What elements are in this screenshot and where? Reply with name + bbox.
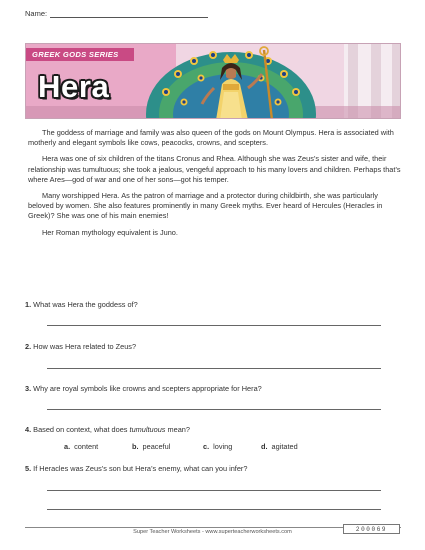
answer-line-2[interactable] xyxy=(47,368,381,369)
question-number: 4. xyxy=(25,425,32,434)
question-5 xyxy=(25,464,247,473)
reading-passage xyxy=(25,128,401,244)
name-label: Name: xyxy=(25,9,48,18)
question-text: How was Hera related to Zeus? xyxy=(33,342,137,351)
choice-c[interactable]: c. loving xyxy=(203,442,233,451)
answer-line-1[interactable] xyxy=(47,325,381,326)
passage-paragraph-2: Hera was one of six children of the titans Cronus and Rhea. Although she was Zeus’s sister and wife, their relationship was tumultuous; she took a jealous, vengeful approach to his many lovers and children. Perhaps that’s where Ares—god of war and one of her sons—got his temper. xyxy=(28,154,401,184)
question-text-end: mean? xyxy=(165,425,190,434)
series-label: GREEK GODS SERIES xyxy=(32,50,119,59)
passage-paragraph-3: Many worshipped Hera. As the patron of marriage and a protector during childbirth, she was particularly beloved by women. She also features prominently in many Greek myths. Ever heard of Hercules (Heracles in Greek)? She was one of his main enemies! xyxy=(28,191,383,221)
question-number: 1. xyxy=(25,300,32,309)
passage-paragraph-4: Her Roman mythology equivalent is Juno. xyxy=(42,227,178,237)
name-write-line[interactable] xyxy=(50,10,208,18)
question-text: If Heracles was Zeus’s son but Hera’s enemy, what can you infer? xyxy=(33,464,248,473)
answer-line-5a[interactable] xyxy=(47,490,381,491)
answer-choices xyxy=(64,442,298,451)
series-ribbon xyxy=(26,48,134,61)
question-text: What was Hera the goddess of? xyxy=(33,300,138,309)
name-field xyxy=(25,9,208,18)
page-title: Hera xyxy=(38,69,110,104)
question-number: 2. xyxy=(25,342,32,351)
question-3 xyxy=(25,384,262,393)
question-1 xyxy=(25,300,138,309)
title-banner xyxy=(25,43,401,119)
question-number: 5. xyxy=(25,464,32,473)
question-2 xyxy=(25,342,136,351)
answer-line-5b[interactable] xyxy=(47,509,381,510)
question-4 xyxy=(25,425,190,434)
passage-paragraph-1: The goddess of marriage and family was also queen of the gods on Mount Olympus. Hera is associated with motherly and elegant symbols like cows, peacocks, crowns, and scepters. xyxy=(28,128,394,148)
worksheet-code: 200069 xyxy=(343,524,400,534)
choice-a[interactable]: a. content xyxy=(64,442,99,451)
vocab-word: tumultuous xyxy=(129,425,166,434)
footer-credit: Super Teacher Worksheets - www.superteacherworksheets.com xyxy=(133,529,292,535)
answer-line-3[interactable] xyxy=(47,409,381,410)
choice-d[interactable]: d. agitated xyxy=(261,442,298,451)
question-number: 3. xyxy=(25,384,32,393)
question-text: Why are royal symbols like crowns and scepters appropriate for Hera? xyxy=(33,384,262,393)
choice-b[interactable]: b. peaceful xyxy=(132,442,171,451)
question-text-start: Based on context, what does xyxy=(33,425,130,434)
